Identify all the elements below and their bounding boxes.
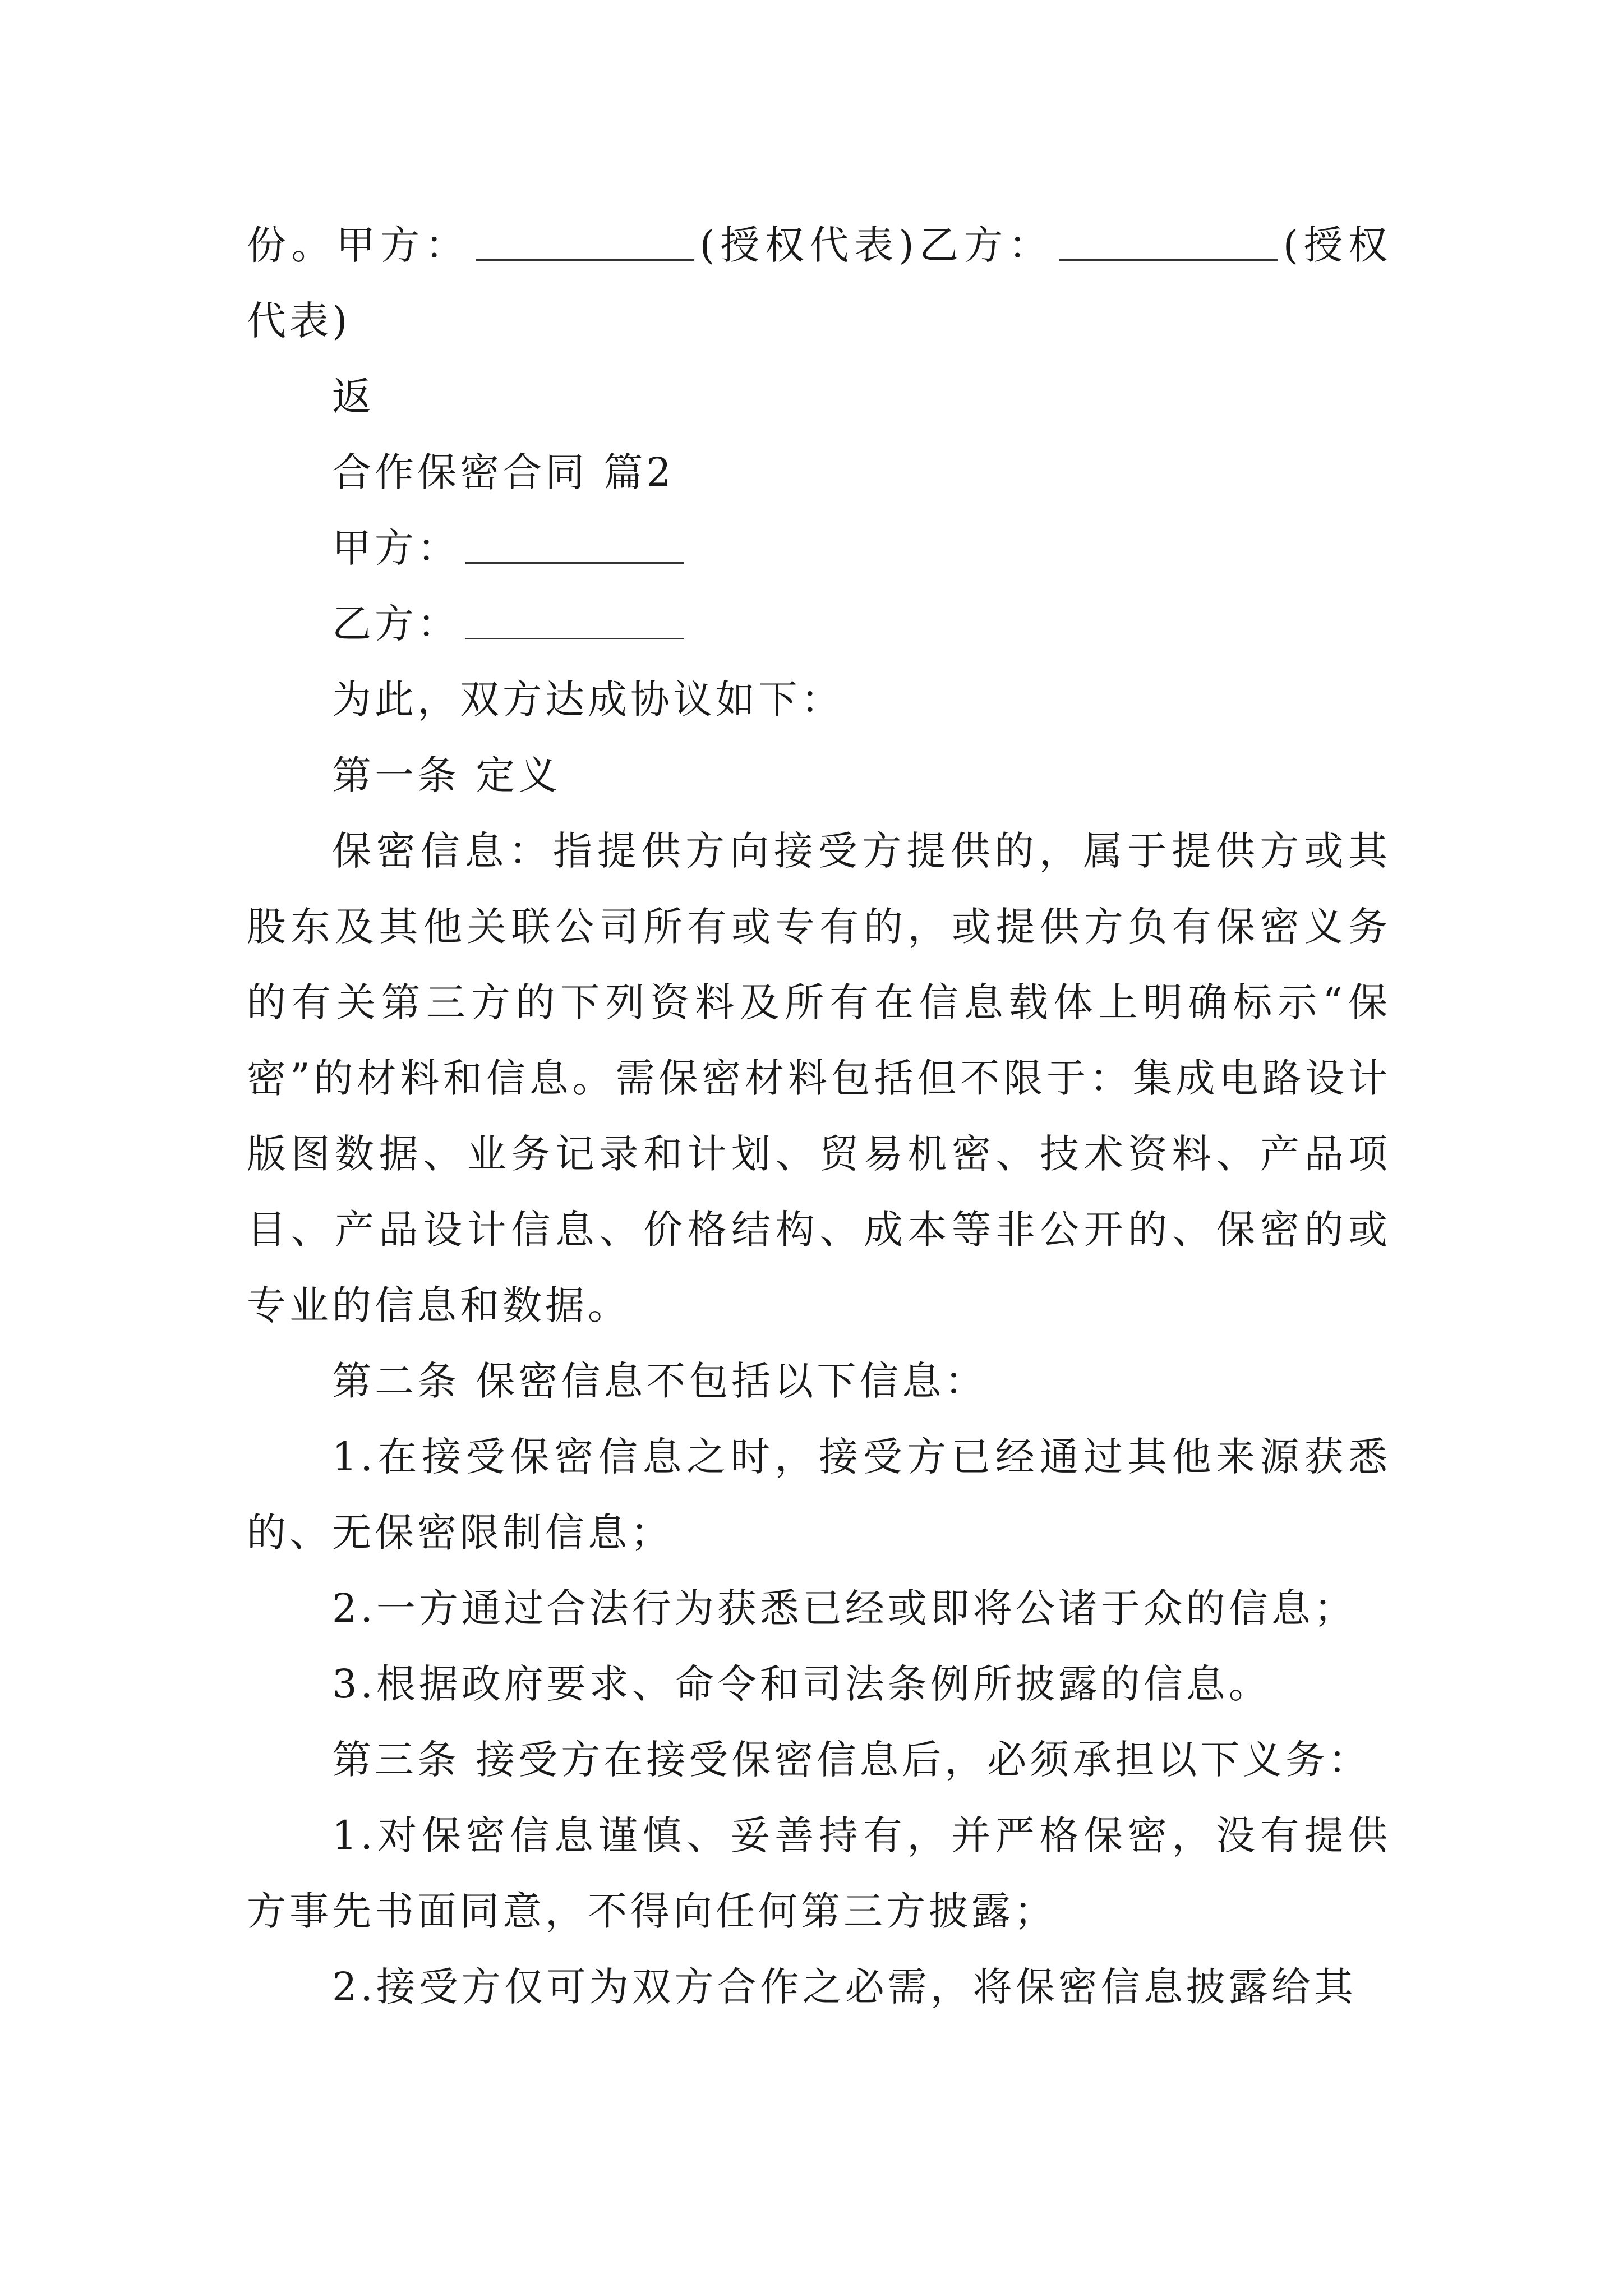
document-heading: 合作保密合同 篇2 bbox=[332, 449, 675, 495]
signature-start-text: 份。甲方： bbox=[247, 222, 470, 268]
article-2-item-2: 2.一方通过合法行为获悉已经或即将公诸于众的信息； bbox=[332, 1585, 1357, 1631]
article-2-title: 第二条 保密信息不包括以下信息： bbox=[332, 1358, 988, 1404]
party-b-line bbox=[247, 586, 1391, 662]
article-1-title: 第一条 定义 bbox=[332, 752, 561, 798]
party-b-label: 乙方： bbox=[332, 601, 460, 647]
article-2-item-3: 3.根据政府要求、命令和司法条例所披露的信息。 bbox=[332, 1661, 1271, 1707]
article-3-item-2: 2.接受方仅可为双方合作之必需，将保密信息披露给其 bbox=[332, 1964, 1357, 2010]
signature-mid-text: (授权代表)乙方： bbox=[699, 222, 1053, 268]
article-3-item-1: 1.对保密信息谨慎、妥善持有，并严格保密，没有提供方事先书面同意，不得向任何第三方披露； bbox=[247, 1812, 1391, 1934]
party-a-blank bbox=[465, 523, 684, 564]
signature-end-text: (授权代表) bbox=[247, 222, 1391, 344]
article-2-item-1: 1.在接受保密信息之时，接受方已经通过其他来源获悉的、无保密限制信息； bbox=[247, 1434, 1391, 1556]
party-b-signature-blank bbox=[1059, 220, 1278, 261]
article-1-body: 保密信息：指提供方向接受方提供的，属于提供方或其股东及其他关联公司所有或专有的，或提供方负有保密义务的有关第三方的下列资料及所有在信息载体上明确标示“保密”的材料和信息。需保密材料包括但不限于：集成电路设计版图数据、业务记录和计划、贸易机密、技术资料、产品项目、产品设计信息、价格结构、成本等非公开的、保密的或专业的信息和数据。 bbox=[247, 828, 1391, 1328]
party-b-blank bbox=[465, 599, 684, 639]
document-body bbox=[247, 208, 1391, 2025]
party-a-label: 甲方： bbox=[332, 525, 460, 571]
article-3-title: 第三条 接受方在接受保密信息后，必须承担以下义务： bbox=[332, 1737, 1371, 1783]
party-a-line bbox=[247, 510, 1391, 586]
party-a-signature-blank bbox=[476, 220, 694, 261]
return-link[interactable]: 返 bbox=[332, 374, 375, 420]
signature-line bbox=[247, 208, 1391, 359]
preamble: 为此，双方达成协议如下： bbox=[332, 677, 843, 723]
